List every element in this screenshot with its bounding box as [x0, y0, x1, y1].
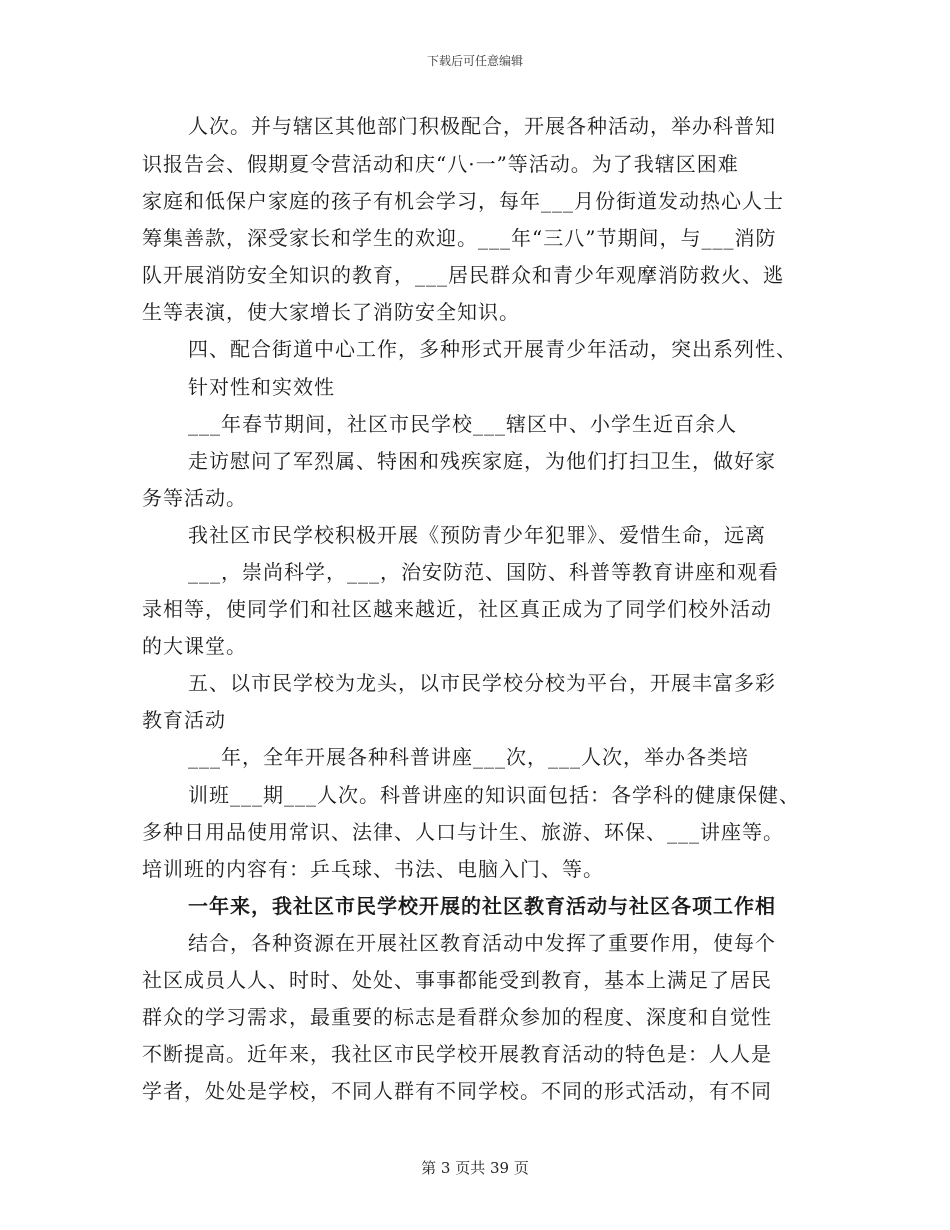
section-heading: 四、配合街道中心工作，多种形式开展青少年活动，突出系列性、: [188, 337, 797, 361]
section-heading-cont: 针对性和实效性: [188, 375, 335, 399]
section-heading-cont: 教育活动: [142, 708, 226, 732]
text-line: 的大课堂。: [142, 634, 247, 658]
text-line: 学者，处处是学校，不同人群有不同学校。不同的形式活动，有不同: [142, 1079, 772, 1103]
text-line: 筹集善款，深受家长和学生的欢迎。___年“三八”节期间，与___消防: [142, 226, 777, 250]
text-line: 走访慰问了军烈属、特困和残疾家庭，为他们打扫卫生，做好家: [188, 449, 776, 473]
text-line: 群众的学习需求，最重要的标志是看群众参加的程度、深度和自觉性: [142, 1005, 772, 1029]
text-line: 训班___期___人次。科普讲座的知识面包括：各学科的健康保健、: [188, 783, 800, 807]
text-line: 务等活动。: [142, 486, 247, 510]
text-line: ___年春节期间，社区市民学校___辖区中、小学生近百余人: [188, 412, 737, 436]
section-heading: 五、以市民学校为龙头，以市民学校分校为平台，开展丰富多彩: [188, 671, 776, 695]
text-line: 培训班的内容有：乒乓球、书法、电脑入门、等。: [142, 857, 604, 881]
text-line: ___，崇尚科学，___，治安防范、国防、科普等教育讲座和观看: [188, 560, 779, 584]
text-line: 家庭和低保户家庭的孩子有机会学习，每年___月份街道发动热心人士: [142, 189, 784, 213]
text-line: 我社区市民学校积极开展《预防青少年犯罪》、爱惜生命，远离: [188, 523, 766, 547]
text-line: 社区成员人人、时时、处处、事事都能受到教育，基本上满足了居民: [142, 968, 772, 992]
text-line: 生等表演，使大家增长了消防安全知识。: [142, 300, 520, 324]
text-line: 结合，各种资源在开展社区教育活动中发挥了重要作用，使每个: [188, 931, 776, 955]
bold-text-line: 一年来，我社区市民学校开展的社区教育活动与社区各项工作相: [188, 894, 776, 918]
text-line: 不断提高。近年来，我社区市民学校开展教育活动的特色是：人人是: [142, 1042, 772, 1066]
text-line: 录相等，使同学们和社区越来越近，社区真正成为了同学们校外活动: [142, 597, 772, 621]
text-line: 多种日用品使用常识、法律、人口与计生、旅游、环保、___讲座等。: [142, 820, 784, 844]
page-number: 第 3 页共 39 页: [421, 1159, 529, 1177]
text-line: 识报告会、假期夏令营活动和庆“八·一”等活动。为了我辖区困难: [142, 152, 739, 176]
text-line: 队开展消防安全知识的教育，___居民群众和青少年观摩消防救火、逃: [142, 263, 784, 287]
text-line: ___年，全年开展各种科普讲座___次，___人次，举办各类培: [188, 745, 749, 769]
text-line: 人次。并与辖区其他部门积极配合，开展各种活动，举办科普知: [188, 114, 776, 138]
page-header: 下载后可任意编辑: [426, 54, 523, 68]
